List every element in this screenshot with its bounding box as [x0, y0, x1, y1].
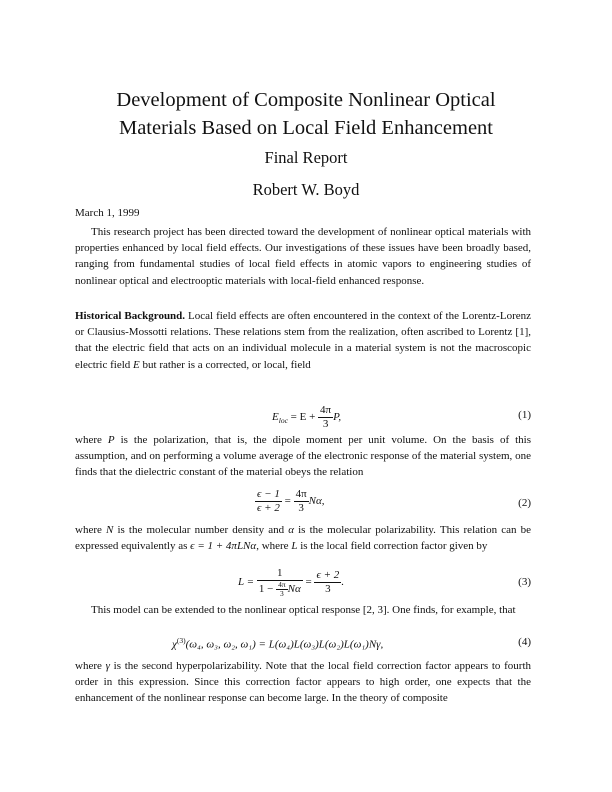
equation-1: $E_{loc} = E$ + $\frac{4\pi}{3}$ P, (1) — [272, 404, 531, 430]
section-heading: Historical Background. — [75, 310, 186, 322]
equation-number: (1) — [518, 409, 531, 421]
equation-number: (3) — [518, 576, 531, 588]
equation-number: (4) — [518, 636, 531, 648]
report-subtitle: Final Report — [264, 148, 348, 167]
polarization-paragraph: where P is the polarization, that is, the dipole moment per unit volume. On the basis of this assumption, and on performing a volume average of the electronic response of the material system, one finds that the dielectric constant of the material obeys the relation — [75, 434, 532, 479]
hyperpolarizability-paragraph: where γ is the second hyperpolarizability. Note that the local field correction factor appears to fourth order in this expression. Since this correction factor appears to high order, one expects that the enhancement of the nonlinear response can become large. In the theory of composite — [75, 660, 532, 705]
molecular-density-paragraph: where N is the molecular number density and α is the molecular polarizability. This relation can be expressed equivalently as ϵ = 1 + 4πLNα, where L is the local field correction factor given by — [75, 524, 532, 553]
document-title — [0, 86, 612, 142]
equation-4: $\chi^{(3)}(\omega_4$, ω₃, ω₂, ω₁) = L(ω₄)L(ω₃)L(ω₂)L(ω₁)Nγ, (4) — [172, 636, 531, 651]
nonlinear-extension-paragraph: This model can be extended to the nonlinear optical response [2, 3]. One finds, for example, that — [91, 604, 516, 616]
title-line-1: Development of Composite Nonlinear Optical — [116, 89, 496, 111]
author-name: Robert W. Boyd — [252, 180, 360, 199]
equation-3: L = 1 1 − $\frac{4\pi}{3}$ Nα = $\frac{\epsilon + 2}{3}$ . (3) — [238, 567, 531, 598]
equation-2: $\frac{\epsilon - 1}{\epsilon + 2}$ = $\frac{4\pi}{3}$ Nα, (2) — [257, 488, 531, 514]
title-line-2: Materials Based on Local Field Enhancement — [118, 117, 493, 139]
intro-paragraph: This research project has been directed toward the development of nonlinear optical materials with properties enhanced by local field effects. Our investigations of these issues have been broadly based, ranging from fundamental studies of local field effects in atomic vapors to engineering studies of nonlinear optical and electrooptic materials with local-field enhanced response. — [75, 226, 531, 287]
historical-background-paragraph: Historical Background. Local field effects are often encountered in the context of the Lorentz-Lorenz or Clausius-Mossotti relations. These relations stem from the realization, often ascribed to Lorentz [1], that the electric field that acts on an individual molecule in a material system is not the macroscopic electric field E but rather is a corrected, or local, field — [75, 310, 531, 371]
report-date: March 1, 1999 — [75, 207, 140, 219]
equation-number: (2) — [518, 497, 531, 509]
